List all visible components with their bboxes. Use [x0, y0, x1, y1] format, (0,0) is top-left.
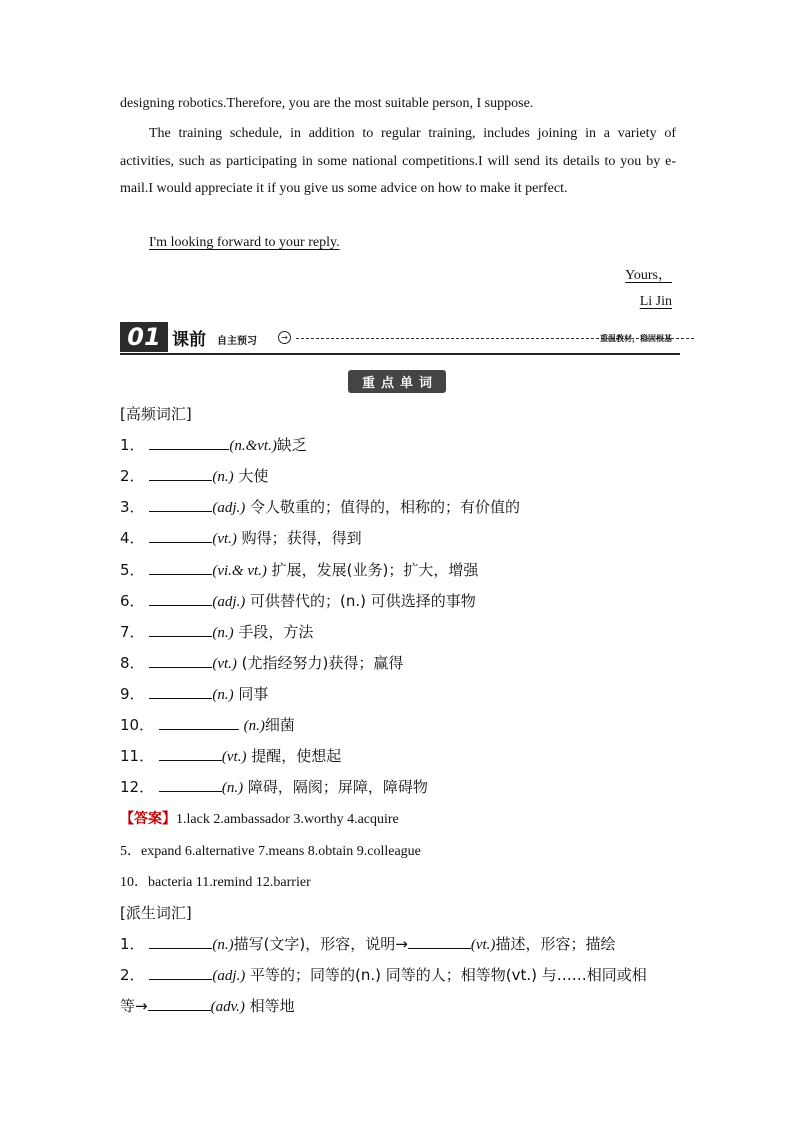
list-item: 12． (n.) 障碍，隔阂；屏障，障碍物 [120, 778, 428, 796]
list-item: 2． (adj.) 平等的；同等的(n.) 同等的人；相等物(vt.) 与……相同或相 [120, 966, 647, 984]
answers-line-2: 5．expand 6.alternative 7.means 8.obtain 9.colleague [120, 844, 421, 859]
answer-blank [159, 746, 222, 761]
letter-name: Li Jin [639, 294, 672, 309]
answer-blank [159, 777, 222, 792]
answer-blank [149, 528, 212, 543]
group1-header: [高频词汇] [120, 405, 192, 423]
list-item: 1． (n.&vt.)缺乏 [120, 436, 307, 454]
answer-blank [149, 934, 212, 949]
list-item: 6． (adj.) 可供替代的；(n.) 可供选择的事物 [120, 592, 476, 610]
letter-closing: I'm looking forward to your reply. [149, 235, 340, 250]
banner-rule [120, 353, 680, 355]
answer-blank [149, 591, 212, 606]
banner-tag: 重温教材，稳固根基 [600, 334, 672, 343]
letter-signoff: Yours， [625, 268, 672, 283]
list-item: 3． (adj.) 令人敬重的；值得的，相称的；有价值的 [120, 498, 521, 516]
answer-blank [149, 965, 212, 980]
banner-number: 01 [120, 322, 168, 352]
list-item: 2． (n.) 大使 [120, 467, 269, 485]
answers-line-3: 10．bacteria 11.remind 12.barrier [120, 875, 311, 890]
list-item: 10． (n.)细菌 [120, 716, 295, 734]
list-item: 11． (vt.) 提醒，使想起 [120, 747, 342, 765]
answer-blank [149, 622, 212, 637]
letter-paragraph-2: The training schedule, in addition to regular training, includes joining in a variety of activities, such as participating in some national competitions.I will send its details to you by e-mail.I would appreciate it if you give us some advice on how to make it perfect. [120, 126, 676, 196]
banner-title: 课前 [172, 330, 206, 350]
answers-label: 【答案】 [120, 811, 176, 827]
section-heading [0, 370, 794, 393]
answer-blank [149, 560, 212, 575]
group2-header: [派生词汇] [120, 904, 192, 922]
answer-blank [148, 996, 211, 1011]
answer-blank [149, 653, 212, 668]
answer-blank [149, 497, 212, 512]
list-item-continuation: 等→ (adv.) 相等地 [120, 997, 295, 1015]
list-item: 8． (vt.) (尤指经努力)获得；赢得 [120, 654, 404, 672]
section-title: 重点单词 [348, 370, 446, 393]
answers-line-1: 【答案】1.lack 2.ambassador 3.worthy 4.acquire [120, 811, 399, 827]
list-item: 5． (vi.& vt.) 扩展，发展(业务)；扩大，增强 [120, 561, 479, 579]
list-item: 9． (n.) 同事 [120, 685, 269, 703]
banner-subtitle: 自主预习 [217, 336, 257, 347]
answer-blank [149, 466, 212, 481]
list-item: 7． (n.) 手段，方法 [120, 623, 314, 641]
list-item: 1． (n.)描写(文字)，形容，说明→ (vt.)描述，形容；描绘 [120, 935, 616, 953]
letter-paragraph-1-tail: designing robotics.Therefore, you are the most suitable person, I suppose. [120, 96, 534, 111]
arrow-right-icon: → [278, 331, 291, 344]
answer-blank [149, 435, 229, 450]
list-item: 4． (vt.) 购得；获得，得到 [120, 529, 362, 547]
section-banner [120, 322, 680, 356]
answer-blank [408, 934, 471, 949]
answer-blank [159, 715, 239, 730]
answer-blank [149, 684, 212, 699]
